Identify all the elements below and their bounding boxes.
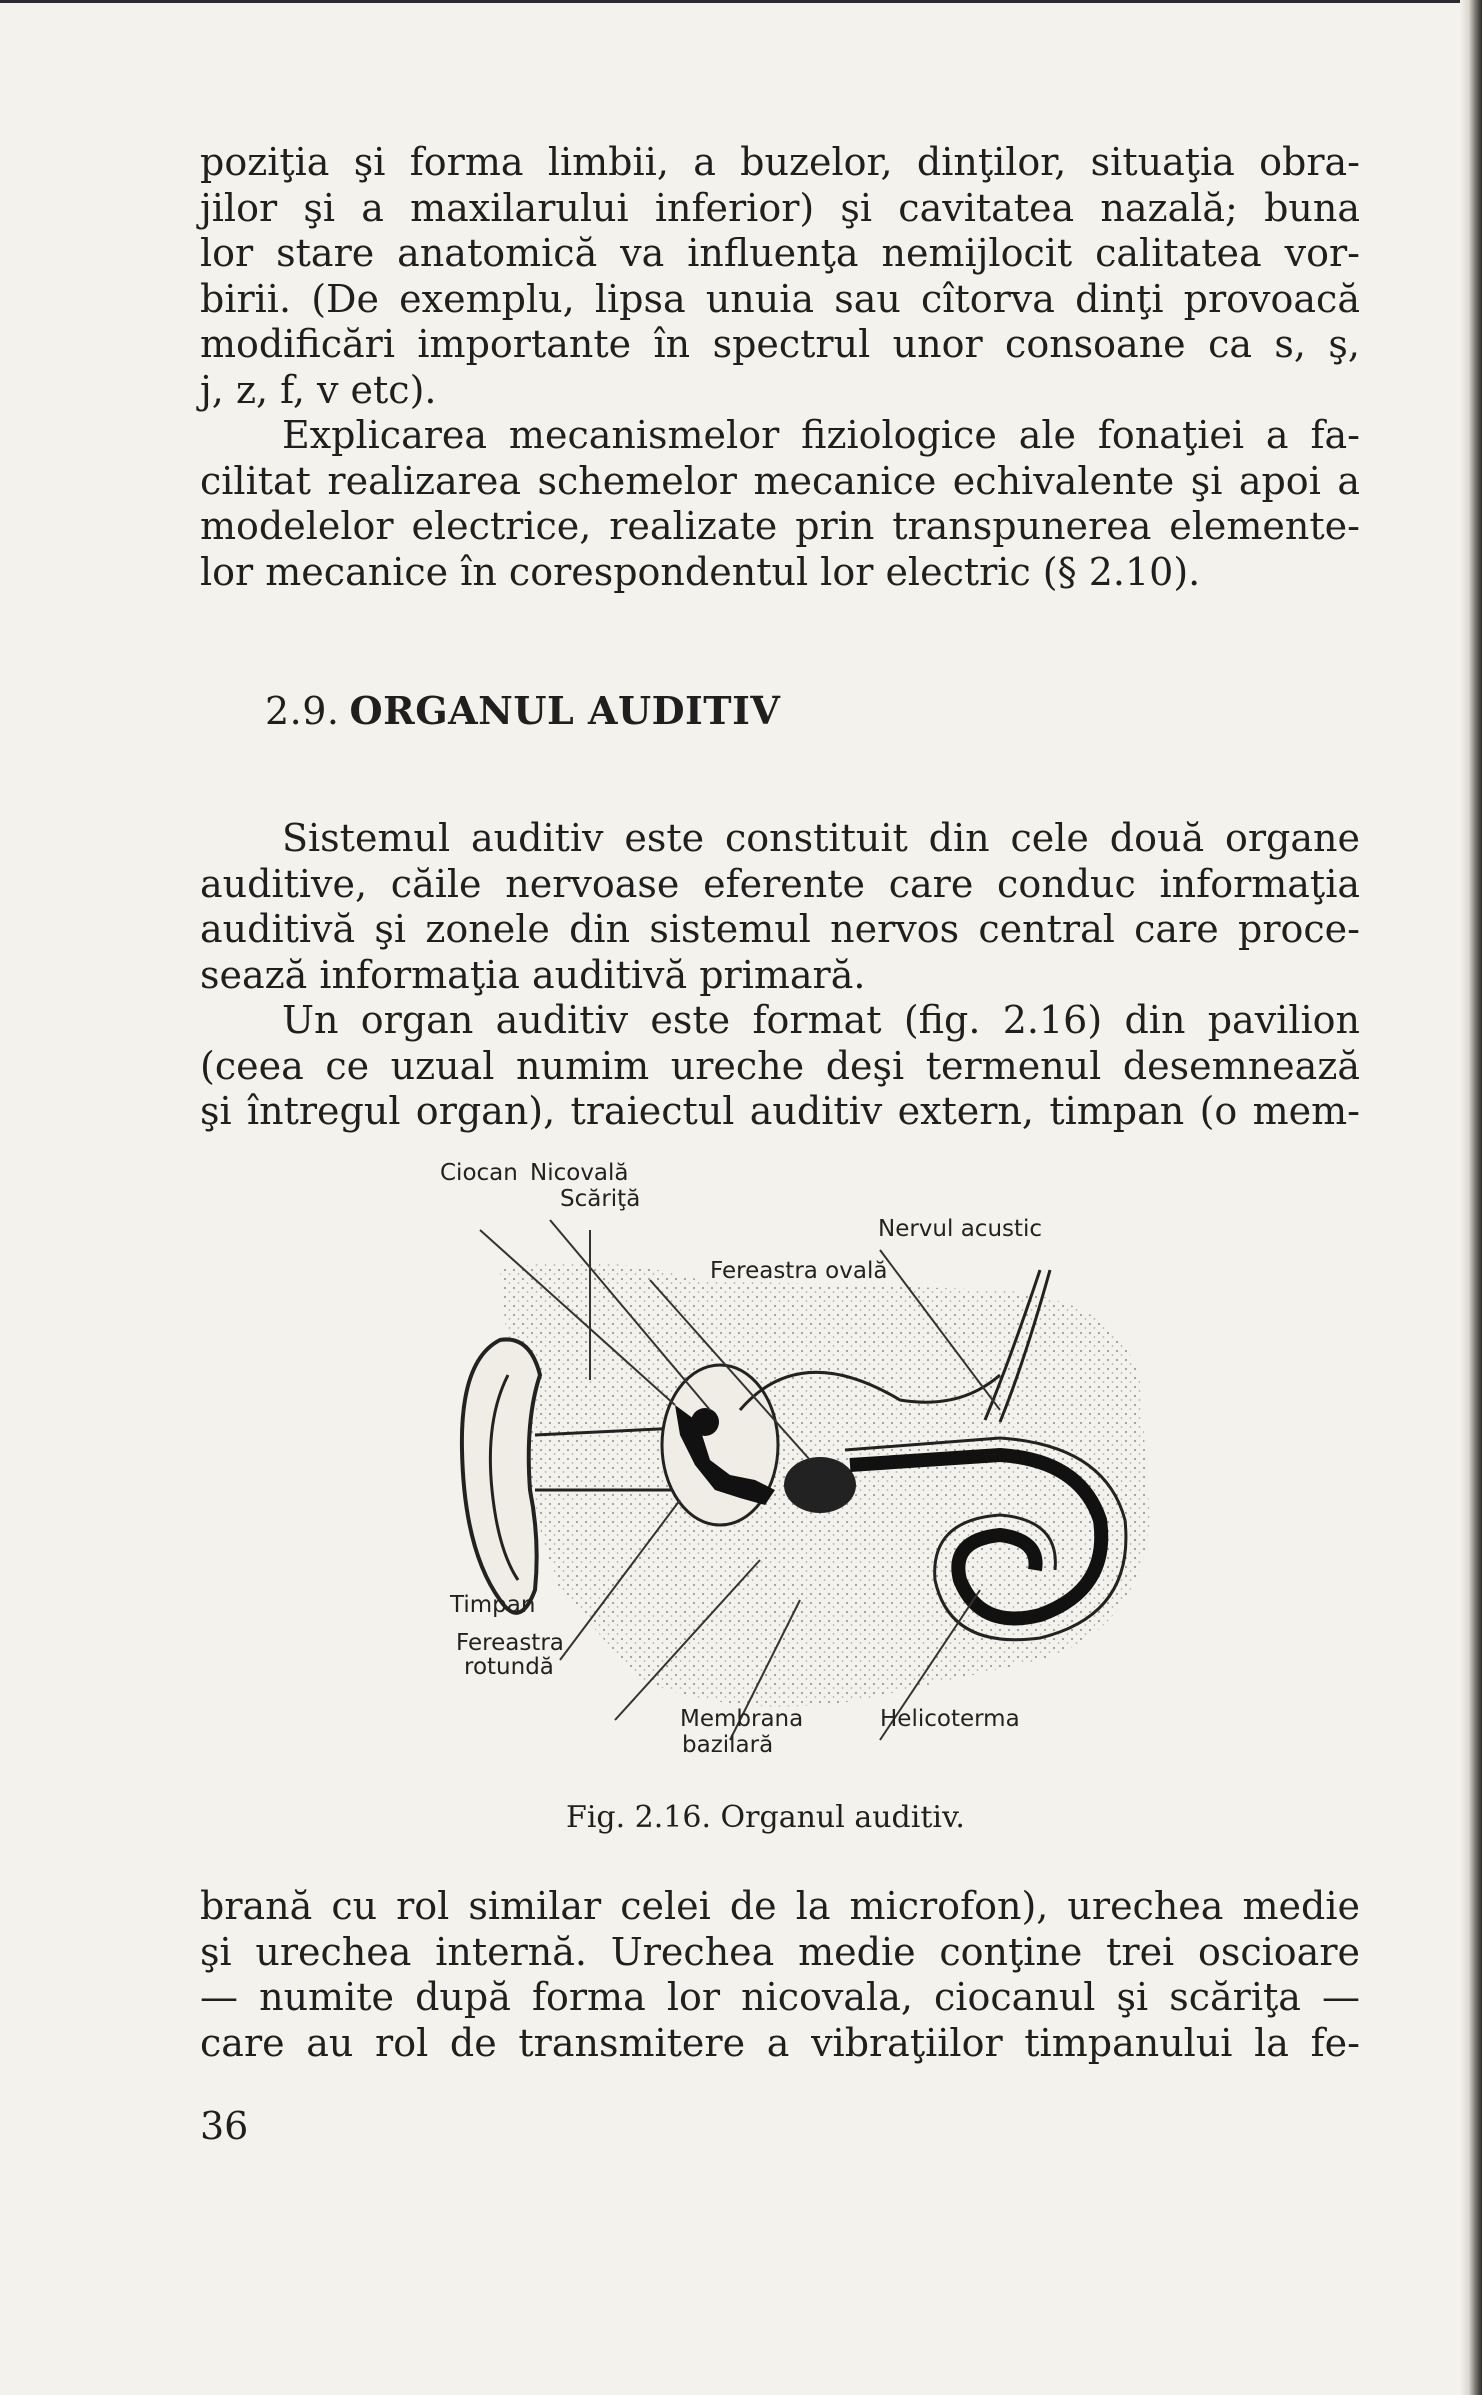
page-edge [1460, 0, 1482, 2395]
text-line: cilitat realizarea schemelor mecanice echivalente şi apoi a [200, 458, 1360, 503]
label-timpan: Timpan [450, 1592, 536, 1618]
label-fereastra-ovala: Fereastra ovală [710, 1258, 888, 1284]
label-fereastra-rotunda: Fereastra [456, 1630, 564, 1656]
text-line: lor stare anatomică va influenţa nemijlocit calitatea vor- [200, 231, 1360, 275]
text-line: Explicarea mecanismelor fiziologice ale fonaţiei a fa- [282, 413, 1360, 457]
section-heading [265, 688, 780, 733]
text-line: j, z, f, v etc). [200, 367, 437, 412]
ear-drawing [440, 1160, 1160, 1780]
label-nicovala: Nicovală [530, 1160, 629, 1186]
text-line: lor mecanice în corespondentul lor electric (§ 2.10). [200, 549, 1201, 594]
label-membrana-2: bazilară [682, 1732, 774, 1758]
text-line: şi urechea internă. Urechea medie conţine trei oscioare [200, 1929, 1360, 1974]
paragraph-top [200, 140, 1360, 595]
incus-head [691, 1408, 719, 1436]
label-scarita: Scăriţă [560, 1186, 641, 1212]
label-nervul-acustic: Nervul acustic [878, 1216, 1043, 1242]
text-line: sează informaţia auditivă primară. [200, 952, 866, 997]
label-membrana: Membrana [680, 1706, 804, 1732]
section-number: 2.9. [265, 689, 340, 733]
text-line: (ceea ce uzual numim ureche deşi termenul desemnează [200, 1043, 1360, 1088]
pinna [462, 1339, 540, 1612]
figure-caption: Fig. 2.16. Organul auditiv. [566, 1800, 965, 1835]
text-line: auditivă şi zonele din sistemul nervos central care proce- [200, 907, 1360, 951]
text-line: poziţia şi forma limbii, a buzelor, dinţilor, situaţia obra- [200, 140, 1360, 184]
page-number: 36 [200, 2104, 249, 2148]
label-helicoterma: Helicoterma [880, 1706, 1020, 1732]
text-line: birii. (De exemplu, lipsa unuia sau cîtorva dinţi provoacă [200, 276, 1360, 321]
text-line: modificări importante în spectrul unor consoane ca s, ş, [200, 322, 1360, 366]
section-title: ORGANUL AUDITIV [349, 688, 781, 733]
vestibule [784, 1457, 856, 1513]
label-ciocan: Ciocan [440, 1160, 518, 1186]
text-line: Sistemul auditiv este constituit din cele două organe [282, 816, 1360, 860]
text-line: care au rol de transmitere a vibraţiilor timpanului la fe- [200, 2020, 1360, 2065]
text-line: şi întregul organ), traiectul auditiv extern, timpan (o mem- [200, 1089, 1360, 1133]
label-fereastra-rotunda-2: rotundă [464, 1654, 554, 1680]
text-line: modelelor electrice, realizate prin transpunerea elemente- [200, 504, 1360, 548]
ear-diagram [440, 1160, 1160, 1780]
paragraph-sistemul [200, 816, 1360, 1135]
text-line: brană cu rol similar celei de la microfon), urechea medie [200, 1884, 1360, 1928]
text-line: — numite după forma lor nicovala, ciocanul şi scăriţa — [200, 1975, 1360, 2019]
paragraph-bottom [200, 1884, 1360, 2066]
top-rule [0, 0, 1482, 3]
text-line: jilor şi a maxilarului inferior) şi cavitatea nazală; buna [200, 185, 1360, 230]
text-line: auditive, căile nervoase eferente care conduc informaţia [200, 861, 1360, 906]
text-line: Un organ auditiv este format (fig. 2.16) din pavilion [282, 998, 1360, 1042]
